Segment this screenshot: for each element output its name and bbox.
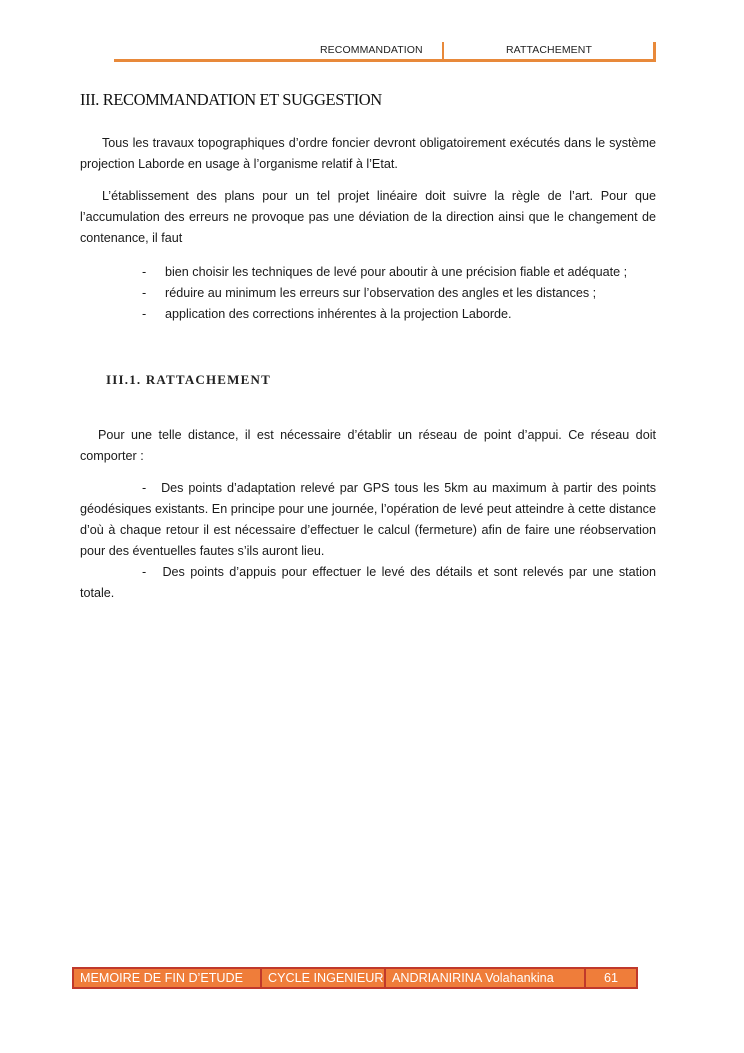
- header-divider: [442, 42, 444, 59]
- list-item-text: bien choisir les techniques de levé pour aboutir à une précision fiable et adéquate ;: [165, 265, 628, 279]
- header-recommandation: RECOMMANDATION: [320, 44, 423, 56]
- paragraph-3: Pour une telle distance, il est nécessaire d’établir un réseau de point d’appui. Ce réseau doit comporter :: [80, 428, 656, 463]
- subsection-title: III.1. RATTACHEMENT: [106, 372, 271, 387]
- bullet-dash: -: [142, 286, 147, 300]
- paragraph-1: Tous les travaux topographiques d’ordre foncier devront obligatoirement exécutés dans le système projection Laborde en usage à l’organisme relatif à l’Etat.: [80, 136, 656, 171]
- bullet-dash: -: [142, 265, 147, 279]
- list-item-text: application des corrections inhérentes à la projection Laborde.: [165, 307, 512, 321]
- list-item: [80, 304, 656, 325]
- header-rattachement: RATTACHEMENT: [506, 44, 592, 56]
- bullet-dash: -: [142, 565, 147, 579]
- page-footer: [72, 967, 638, 989]
- paragraph-2: L’établissement des plans pour un tel projet linéaire doit suivre la règle de l’art. Pour que l’accumulation des erreurs ne provoque pas une déviation de la direction ainsi que le changement de contenance, il faut: [80, 189, 656, 245]
- paragraph-4-text: Des points d’adaptation relevé par GPS tous les 5km au maximum à partir des points géodésiques existants. En principe pour une journée, l’opération de levé peut atteindre à cette distance d’où à chaque retour il est nécessaire d’effectuer le calcul (fermeture) afin de faire une réobservation pour des éventuelles fautes s’ils auront lieu.: [80, 481, 656, 558]
- paragraph-4: [80, 478, 656, 562]
- list-item-text: réduire au minimum les erreurs sur l’observation des angles et les distances ;: [165, 286, 597, 300]
- list-item: [80, 283, 656, 304]
- footer-author: ANDRIANIRINA Volahankina: [386, 969, 586, 987]
- page-header: [114, 42, 656, 62]
- header-end-mark: [653, 42, 656, 59]
- paragraph-5-text: Des points d’appuis pour effectuer le levé des détails et sont relevés par une station totale.: [80, 565, 656, 600]
- paragraph-5: [80, 562, 656, 604]
- recommendation-list: [80, 262, 656, 325]
- page-number: 61: [603, 971, 618, 985]
- section-title: III. RECOMMANDATION ET SUGGESTION: [80, 90, 382, 109]
- bullet-dash: -: [142, 481, 147, 495]
- footer-cycle: CYCLE INGENIEUR: [262, 969, 386, 987]
- bullet-dash: -: [142, 307, 147, 321]
- list-item: [80, 262, 656, 283]
- footer-memoire: MEMOIRE DE FIN D’ETUDE: [74, 969, 262, 987]
